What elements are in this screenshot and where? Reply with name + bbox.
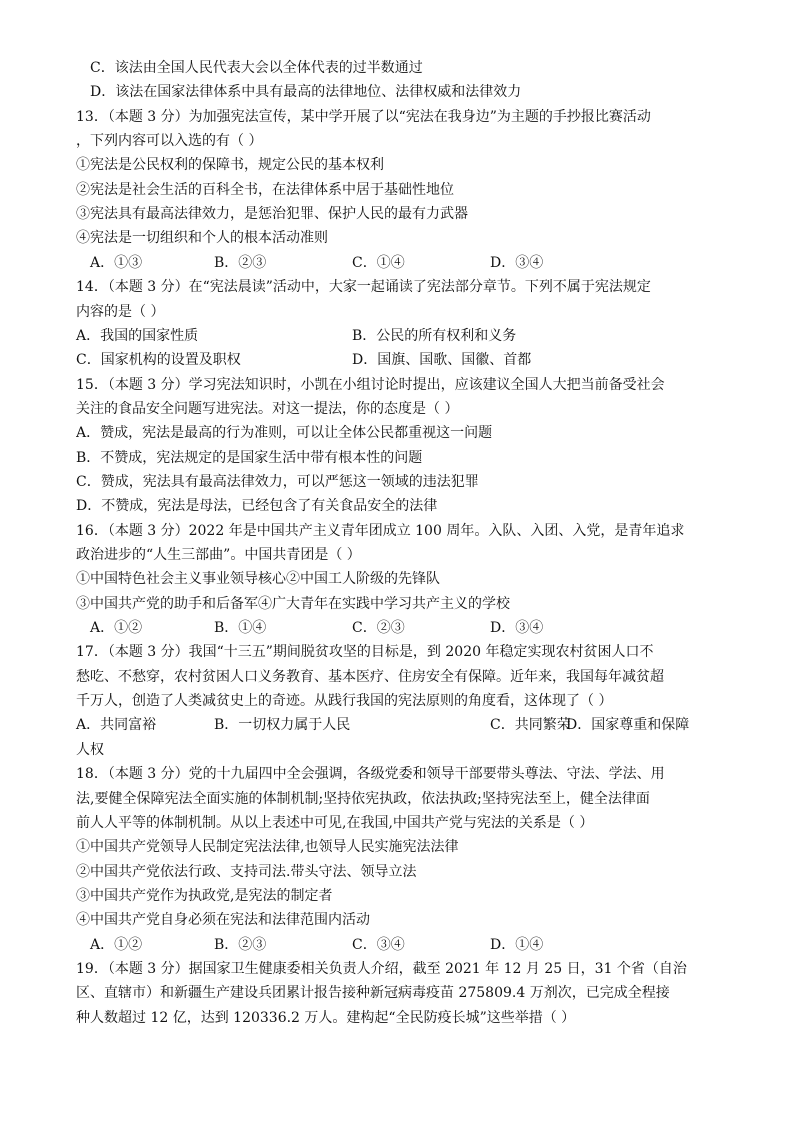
answer-option: D．③④ [490,254,544,271]
text-line: ③中国共产党作为执政党,是宪法的制定者 [76,887,333,904]
text-line: 千万人，创造了人类减贫史上的奇迹。从践行我国的宪法原则的角度看，这体现了（ ） [76,693,613,710]
text-line: D．不赞成，宪法是母法，已经包含了有关食品安全的法律 [76,498,438,515]
text-line: ①宪法是公民权利的保障书，规定公民的基本权利 [76,157,384,174]
text-line: 内容的是（ ） [76,303,165,320]
text-line: ②中国共产党依法行政、支持司法.带头守法、领导立法 [76,863,417,880]
text-line: B．不赞成，宪法规定的是国家生活中带有根本性的问题 [76,449,423,466]
text-line: ④中国共产党自身必须在宪法和法律范围内活动 [76,912,370,929]
answer-option: A．①③ [90,254,143,271]
text-line: 14．（本题 3 分）在“宪法晨读”活动中，大家一起诵读了宪法部分章节。下列不属于宪法规定 [76,279,651,296]
answer-option: D．①④ [490,936,544,953]
text-line: 政治进步的“人生三部曲”。中国共青团是（ ） [76,547,361,563]
text-line: 愁吃、不愁穿，农村贫困人口义务教育、基本医疗、住房安全有保障。近年来，我国每年减贫超 [76,668,664,685]
text-line: 区、直辖市）和新疆生产建设兵团累计报告接种新冠病毒疫苗 275809.4 万剂次，已完成全程接 [76,985,670,1002]
answer-option: C．国家机构的设置及职权 [76,352,241,369]
text-line: ，下列内容可以入选的有（ ） [76,133,263,150]
text-line: ③中国共产党的助手和后备军④广大青年在实践中学习共产主义的学校 [76,595,510,612]
text-line: D．该法在国家法律体系中具有最高的法律地位、法律权威和法律效力 [90,84,522,101]
text-line: 法,要健全保障宪法全面实施的体制机制;坚持依宪执政，依法执政;坚持宪法至上，健全法律面 [76,790,650,807]
answer-option: C．共同繁荣 [490,717,571,734]
text-line: C．该法由全国人民代表大会以全体代表的过半数通过 [90,60,423,76]
answer-option: B．公民的所有权利和义务 [352,327,517,344]
answer-option: C．②③ [352,620,405,637]
answer-option: D．国家尊重和保障 [566,717,690,734]
text-line: A．赞成，宪法是最高的行为准则，可以让全体公民都重视这一问题 [76,425,493,442]
text-line: 19．（本题 3 分）据国家卫生健康委相关负责人介绍，截至 2021 年 12 月 25 日，31 个省（自治 [76,960,687,977]
text-line: 18．（本题 3 分）党的十九届四中全会强调，各级党委和领导干部要带头尊法、守法、学法、用 [76,766,665,783]
text-line: 13．（本题 3 分）为加强宪法宣传，某中学开展了以“宪法在我身边”为主题的手抄报比赛活动 [76,108,651,125]
answer-option: D．国旗、国歌、国徽、首都 [352,352,532,369]
text-line: 17．（本题 3 分）我国“十三五”期间脱贫攻坚的目标是，到 2020 年稳定实现农村贫困人口不 [76,644,654,661]
answer-option: A．我国的国家性质 [76,327,199,344]
text-line: ③宪法具有最高法律效力，是惩治犯罪、保护人民的最有力武器 [76,206,468,223]
answer-option: A．共同富裕 [76,717,157,734]
answer-option: B．①④ [214,620,267,637]
text-line: 种人数超过 12 亿，达到 120336.2 万人。建构起“全民防疫长城”这些举措（ ） [76,1009,576,1026]
text-line: 人权 [76,741,104,758]
answer-option: C．③④ [352,936,405,953]
answer-option: B．②③ [214,936,267,953]
answer-option: B．一切权力属于人民 [214,717,351,734]
text-line: ②宪法是社会生活的百科全书，在法律体系中居于基础性地位 [76,181,454,198]
answer-option: C．①④ [352,254,405,271]
text-line: 15．（本题 3 分）学习宪法知识时，小凯在小组讨论时提出，应该建议全国人大把当前备受社会 [76,376,665,393]
text-line: C．赞成，宪法具有最高法律效力，可以严惩这一领域的违法犯罪 [76,473,479,490]
text-line: ①中国特色社会主义事业领导核心②中国工人阶级的先锋队 [76,571,440,588]
text-line: ①中国共产党领导人民制定宪法法律,也领导人民实施宪法法律 [76,839,459,856]
answer-option: B．②③ [214,254,267,271]
text-line: 16．（本题 3 分）2022 年是中国共产主义青年团成立 100 周年。入队、入团、入党，是青年追求 [76,522,685,539]
answer-option: A．①② [90,936,143,953]
text-line: ④宪法是一切组织和个人的根本活动准则 [76,230,328,247]
answer-option: D．③④ [490,620,544,637]
text-line: 关注的食品安全问题写进宪法。对这一提法，你的态度是（ ） [76,400,459,417]
text-line: 前人人平等的体制机制。从以上表述中可见,在我国,中国共产党与宪法的关系是（ ） [76,814,594,831]
answer-option: A．①② [90,620,143,637]
